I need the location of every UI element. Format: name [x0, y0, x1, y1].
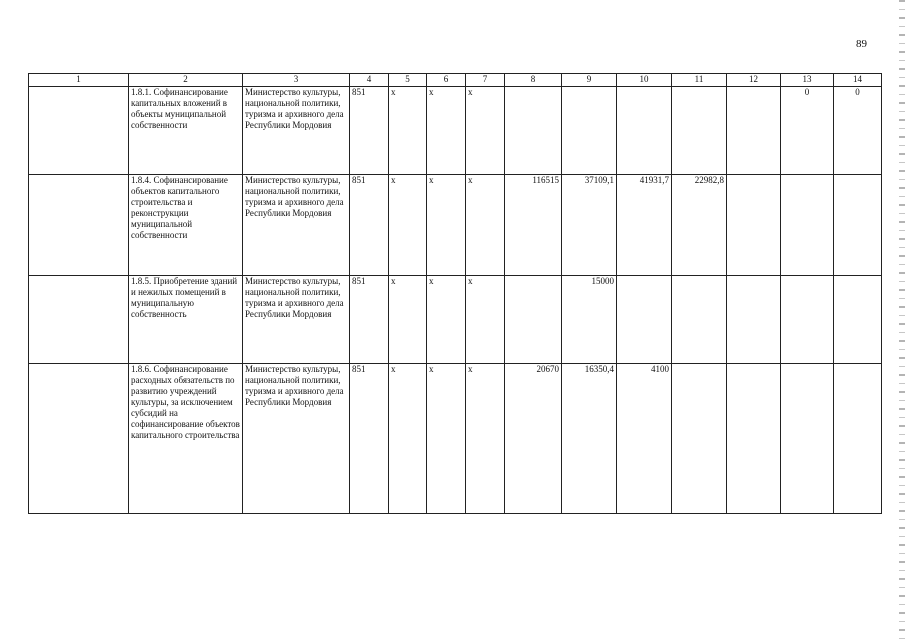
value-cell — [727, 364, 781, 514]
ministry-name: Министерство культуры, национальной политики, туризма и архивного дела Республики Мордовия — [243, 276, 350, 364]
x-mark: х — [466, 175, 505, 276]
value-cell — [781, 364, 834, 514]
value-cell — [505, 87, 562, 175]
table-row — [29, 87, 882, 175]
x-mark: х — [427, 87, 466, 175]
value-cell — [562, 87, 617, 175]
column-header: 14 — [834, 74, 882, 87]
code-cell: 851 — [350, 364, 389, 514]
ministry-name: Министерство культуры, национальной политики, туризма и архивного дела Республики Мордовия — [243, 175, 350, 276]
value-cell — [672, 276, 727, 364]
value-cell: 20670 — [505, 364, 562, 514]
item-description: 1.8.4. Софинансирование объектов капитального строительства и реконструкции муниципальной собственности — [129, 175, 243, 276]
code-cell: 851 — [350, 175, 389, 276]
value-cell: 22982,8 — [672, 175, 727, 276]
x-mark: х — [389, 175, 427, 276]
page-number: 89 — [856, 38, 867, 50]
value-cell — [834, 175, 882, 276]
column-header: 12 — [727, 74, 781, 87]
ministry-name: Министерство культуры, национальной политики, туризма и архивного дела Республики Мордовия — [243, 364, 350, 514]
column-header: 11 — [672, 74, 727, 87]
section-cell — [29, 276, 129, 364]
value-cell: 0 — [834, 87, 882, 175]
scan-edge-marks — [899, 0, 905, 640]
value-cell: 15000 — [562, 276, 617, 364]
value-cell — [727, 175, 781, 276]
code-cell: 851 — [350, 87, 389, 175]
value-cell — [727, 87, 781, 175]
value-cell — [672, 364, 727, 514]
value-cell — [672, 87, 727, 175]
x-mark: х — [466, 276, 505, 364]
column-header: 1 — [29, 74, 129, 87]
value-cell — [834, 276, 882, 364]
budget-table — [28, 73, 882, 514]
x-mark: х — [466, 87, 505, 175]
value-cell — [505, 276, 562, 364]
x-mark: х — [389, 87, 427, 175]
column-header: 5 — [389, 74, 427, 87]
section-cell — [29, 175, 129, 276]
column-header: 9 — [562, 74, 617, 87]
column-header: 8 — [505, 74, 562, 87]
column-header: 13 — [781, 74, 834, 87]
section-cell — [29, 87, 129, 175]
x-mark: х — [466, 364, 505, 514]
item-description: 1.8.5. Приобретение зданий и нежилых помещений в муниципальную собственность — [129, 276, 243, 364]
column-header: 2 — [129, 74, 243, 87]
column-header: 4 — [350, 74, 389, 87]
header-row — [29, 74, 882, 87]
column-header: 3 — [243, 74, 350, 87]
value-cell — [727, 276, 781, 364]
value-cell — [834, 364, 882, 514]
value-cell: 116515 — [505, 175, 562, 276]
value-cell — [781, 175, 834, 276]
item-description: 1.8.6. Софинансирование расходных обязательств по развитию учреждений культуры, за исключением субсидий на софинансирование объектов капитального строительства — [129, 364, 243, 514]
x-mark: х — [389, 364, 427, 514]
column-header: 7 — [466, 74, 505, 87]
value-cell — [617, 276, 672, 364]
value-cell: 0 — [781, 87, 834, 175]
x-mark: х — [389, 276, 427, 364]
section-cell — [29, 364, 129, 514]
value-cell: 16350,4 — [562, 364, 617, 514]
table-row — [29, 175, 882, 276]
value-cell — [781, 276, 834, 364]
item-description: 1.8.1. Софинансирование капитальных вложений в объекты муниципальной собственности — [129, 87, 243, 175]
column-header: 10 — [617, 74, 672, 87]
x-mark: х — [427, 175, 466, 276]
value-cell: 37109,1 — [562, 175, 617, 276]
column-header: 6 — [427, 74, 466, 87]
ministry-name: Министерство культуры, национальной политики, туризма и архивного дела Республики Мордовия — [243, 87, 350, 175]
x-mark: х — [427, 364, 466, 514]
table-row — [29, 276, 882, 364]
table-row — [29, 364, 882, 514]
value-cell — [617, 87, 672, 175]
value-cell: 4100 — [617, 364, 672, 514]
code-cell: 851 — [350, 276, 389, 364]
value-cell: 41931,7 — [617, 175, 672, 276]
x-mark: х — [427, 276, 466, 364]
